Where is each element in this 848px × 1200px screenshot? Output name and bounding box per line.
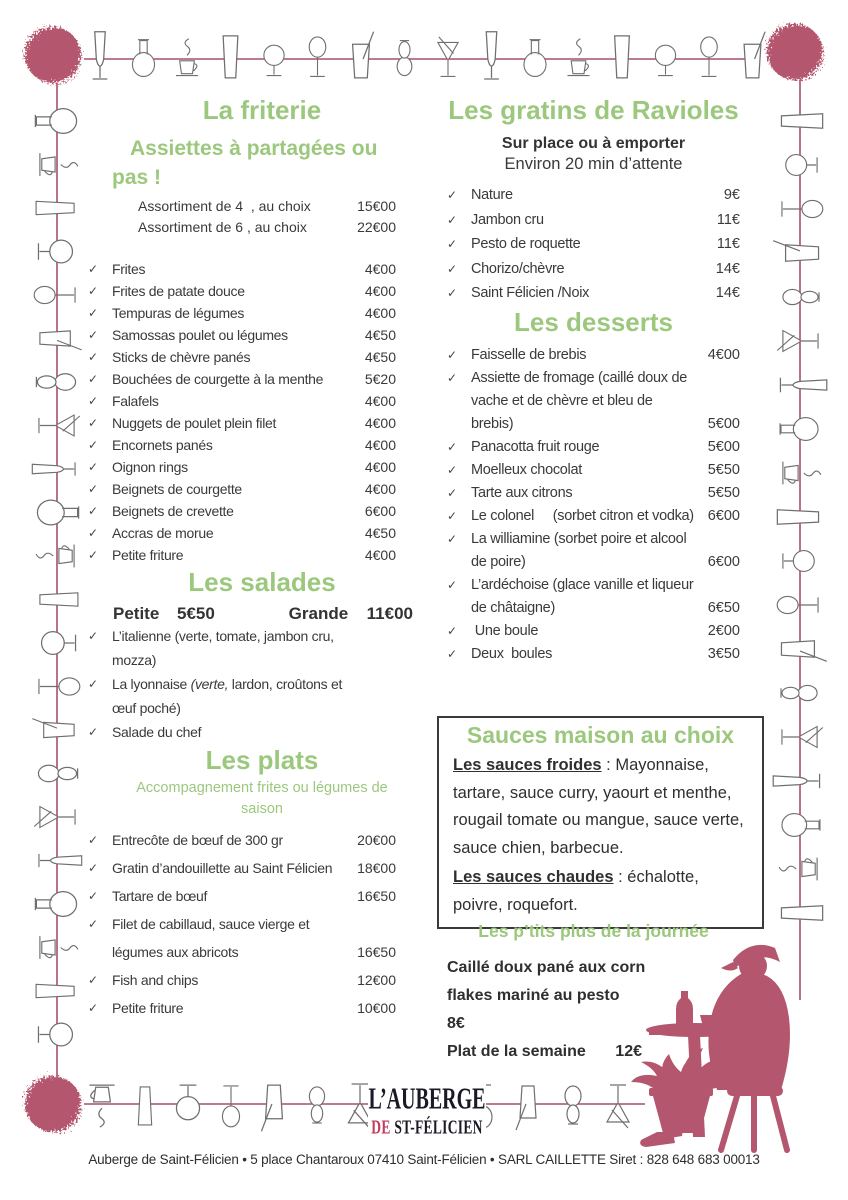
menu-item-row xyxy=(88,346,396,368)
menu-item-name: Falafels xyxy=(112,393,159,409)
logo-line2 xyxy=(368,1116,486,1139)
check-icon: ✓ xyxy=(88,889,99,903)
menu-item-row xyxy=(88,966,396,994)
menu-item-price: 2€00 xyxy=(707,622,740,639)
name-regular: La lyonnaise xyxy=(112,676,191,692)
friterie-subtitle: Assiettes à partagées ou pas ! xyxy=(112,137,378,189)
footer-address: Auberge de Saint-Félicien • 5 place Chantaroux 07410 Saint-Félicien • SARL CAILLETTE Siret : 828 648 683 00013 xyxy=(88,1152,760,1167)
menu-item-name: Jambon cru xyxy=(471,211,544,228)
special-dish: Caillé doux pané aux corn flakes mariné au pesto xyxy=(447,959,646,1004)
menu-item-name: Beignets de crevette xyxy=(112,503,234,519)
menu-item-name xyxy=(112,672,352,720)
menu-item-price: 4€50 xyxy=(364,327,396,343)
menu-item-row xyxy=(88,500,396,522)
right-column xyxy=(447,94,740,666)
check-icon: ✓ xyxy=(447,646,458,661)
menu-item-name: Frites de patate douce xyxy=(112,283,245,299)
plats-heading: Les plats xyxy=(205,745,319,775)
assortment-row xyxy=(138,196,396,217)
menu-item-row xyxy=(447,620,740,643)
check-icon: ✓ xyxy=(447,439,458,454)
menu-item-price: 6€50 xyxy=(707,599,740,616)
menu-item-row xyxy=(447,208,740,233)
menu-item-price: 11€ xyxy=(716,211,740,228)
menu-item-price: 4€00 xyxy=(364,283,396,299)
menu-item-price: 10€00 xyxy=(357,1000,396,1016)
hot-sauces-label: Les sauces chaudes xyxy=(453,868,614,886)
friterie-item-list xyxy=(88,258,396,566)
menu-item-row xyxy=(447,367,740,436)
check-icon: ✓ xyxy=(88,306,99,320)
check-icon: ✓ xyxy=(88,372,99,386)
corner-blob-top-right xyxy=(767,24,823,80)
menu-item-row xyxy=(447,183,740,208)
menu-item-price: 6€00 xyxy=(707,507,740,524)
assortment-label: Assortiment de 4 , au choix xyxy=(138,198,311,214)
menu-item-row xyxy=(88,544,396,566)
menu-item-price: 5€50 xyxy=(707,484,740,501)
menu-item-row xyxy=(447,257,740,282)
menu-item-price: 4€00 xyxy=(364,459,396,475)
check-icon: ✓ xyxy=(447,508,458,523)
salades-item-list xyxy=(88,624,396,744)
check-icon: ✓ xyxy=(447,261,458,276)
menu-item-price: 14€ xyxy=(715,260,740,277)
menu-item-row xyxy=(447,281,740,306)
assortment-label: Assortiment de 6 , au choix xyxy=(138,219,307,235)
menu-item-name: Deux boules xyxy=(471,645,553,662)
ptits-plus-heading: Les p’tits plus de la journée xyxy=(478,921,709,941)
check-icon: ✓ xyxy=(88,629,99,643)
check-icon: ✓ xyxy=(88,548,99,562)
check-icon: ✓ xyxy=(447,188,458,202)
menu-item-name: La williamine (sorbet poire et alcool de poire) xyxy=(471,530,687,570)
corner-blob-bottom-left xyxy=(25,1076,81,1132)
sauces-heading: Sauces maison au choix xyxy=(466,722,735,748)
check-icon: ✓ xyxy=(447,370,458,385)
plats-subtitle: Accompagnement frites ou légumes de saison xyxy=(136,780,388,817)
menu-item-name: Sticks de chèvre panés xyxy=(112,349,251,365)
check-icon: ✓ xyxy=(447,347,458,362)
check-icon: ✓ xyxy=(88,504,99,518)
menu-item-row xyxy=(447,528,740,574)
menu-item-price: 5€00 xyxy=(707,415,740,432)
menu-item-name: Gratin d’andouillette au Saint Félicien xyxy=(112,860,333,876)
check-icon: ✓ xyxy=(88,917,99,931)
ravioles-item-list xyxy=(447,183,740,306)
cold-sauces-paragraph xyxy=(453,752,748,862)
menu-item-row xyxy=(88,258,396,280)
check-icon: ✓ xyxy=(88,284,99,298)
menu-item-row xyxy=(88,478,396,500)
menu-item-name: Assiette de fromage (caillé doux de vache et de chèvre et bleu de brebis) xyxy=(471,369,687,432)
menu-item-price: 3€50 xyxy=(707,645,740,662)
menu-item-name: L’ardéchoise (glace vanille et liqueur de châtaigne) xyxy=(471,576,694,616)
menu-item-name: Le colonel (sorbet citron et vodka) xyxy=(471,507,694,524)
salades-heading: Les salades xyxy=(188,567,336,597)
check-icon: ✓ xyxy=(88,861,99,875)
menu-item-row xyxy=(88,324,396,346)
menu-item-price: 16€50 xyxy=(357,888,396,904)
menu-item-name: Tartare de bœuf xyxy=(112,888,208,904)
menu-item-row xyxy=(88,994,396,1022)
menu-item-row xyxy=(447,643,740,666)
check-icon: ✓ xyxy=(88,973,99,987)
check-icon: ✓ xyxy=(447,286,458,300)
menu-item-row xyxy=(88,390,396,412)
assortment-price: 22€00 xyxy=(357,219,396,235)
menu-item-name: Une boule xyxy=(471,622,539,639)
menu-item-row xyxy=(88,280,396,302)
menu-item-row xyxy=(447,344,740,367)
ravioles-heading: Les gratins de Ravioles xyxy=(448,95,739,125)
logo-rest: ST-FÉLICIEN xyxy=(394,1116,483,1138)
menu-item-price: 5€00 xyxy=(707,438,740,455)
check-icon: ✓ xyxy=(88,460,99,474)
check-icon: ✓ xyxy=(88,677,99,691)
check-icon: ✓ xyxy=(88,416,99,430)
menu-item-row xyxy=(88,672,396,720)
salade-large-label: Grande xyxy=(288,604,349,623)
menu-item-price: 11€ xyxy=(716,236,740,252)
menu-item-row xyxy=(447,505,740,528)
menu-item-price: 5€20 xyxy=(364,371,396,387)
logo-line1: L’AUBERGE xyxy=(368,1082,486,1117)
salade-large-price: 11€00 xyxy=(366,604,413,623)
sauces-box xyxy=(437,716,764,929)
check-icon: ✓ xyxy=(88,438,99,452)
name-rest: lardon, croûtons et œuf poché) xyxy=(112,676,343,716)
hot-sauces-paragraph xyxy=(453,864,748,919)
menu-item-name: Petite friture xyxy=(112,1000,184,1016)
menu-item-name xyxy=(112,720,352,744)
menu-item-price: 6€00 xyxy=(707,553,740,570)
menu-item-name: Fish and chips xyxy=(112,972,199,988)
name-regular: L’italienne (verte, tomate, jambon cru, mozza) xyxy=(112,628,334,668)
menu-item-row xyxy=(88,624,396,672)
friterie-heading: La friterie xyxy=(202,95,322,125)
menu-item-name: Nature xyxy=(471,187,513,203)
menu-item-name: Moelleux chocolat xyxy=(471,461,582,478)
left-column xyxy=(88,94,413,1022)
menu-item-row xyxy=(88,368,396,390)
menu-item-row xyxy=(88,826,396,854)
menu-item-price: 18€00 xyxy=(357,860,396,876)
logo-de: DE xyxy=(371,1116,391,1138)
menu-item-row xyxy=(88,910,396,966)
menu-item-name: Tarte aux citrons xyxy=(471,484,573,501)
desserts-heading: Les desserts xyxy=(514,306,673,337)
check-icon: ✓ xyxy=(447,623,458,638)
cold-sauces-text: : Mayonnaise, tartare, sauce curry, yaourt et menthe, rougail tomate ou mangue, sauce verte, sauce chien, barbecue. xyxy=(453,756,744,857)
menu-item-name: Entrecôte de bœuf de 300 gr xyxy=(112,832,283,848)
menu-item-price: 20€00 xyxy=(357,832,396,848)
menu-item-name: Oignon rings xyxy=(112,459,188,475)
menu-item-row xyxy=(88,434,396,456)
name-regular: Salade du chef xyxy=(112,724,202,740)
menu-item-row xyxy=(447,436,740,459)
menu-item-price: 12€00 xyxy=(357,972,396,988)
assortment-price: 15€00 xyxy=(357,198,396,214)
menu-item-row xyxy=(447,232,740,257)
menu-item-name: Samossas poulet ou légumes xyxy=(112,327,288,343)
menu-item-row xyxy=(447,482,740,505)
menu-item-name: Panacotta fruit rouge xyxy=(471,438,600,455)
weekly-dish-row xyxy=(447,1038,642,1066)
menu-item-name: Beignets de courgette xyxy=(112,481,242,497)
desserts-item-list xyxy=(447,344,740,666)
menu-item-name: Saint Félicien /Noix xyxy=(471,285,590,301)
salade-small-price: 5€50 xyxy=(177,604,215,623)
check-icon: ✓ xyxy=(447,531,458,546)
menu-item-row xyxy=(88,882,396,910)
ravioles-wait-note: Environ 20 min d’attente xyxy=(504,155,683,173)
special-dish-price: 8€ xyxy=(447,1015,465,1032)
menu-item-name: Bouchées de courgette à la menthe xyxy=(112,371,324,387)
menu-item-price: 14€ xyxy=(715,285,740,301)
restaurant-logo xyxy=(368,1080,486,1138)
plats-item-list xyxy=(88,826,396,1022)
check-icon: ✓ xyxy=(88,328,99,342)
menu-item-price: 9€ xyxy=(723,187,740,203)
check-icon: ✓ xyxy=(447,485,458,500)
ravioles-subtitle: Sur place ou à emporter xyxy=(501,135,686,152)
check-icon: ✓ xyxy=(88,482,99,496)
menu-item-row xyxy=(447,574,740,620)
check-icon: ✓ xyxy=(447,212,458,227)
menu-item-name: Nuggets de poulet plein filet xyxy=(112,415,277,431)
menu-item-name: Accras de morue xyxy=(112,525,214,541)
menu-item-row xyxy=(88,302,396,324)
check-icon: ✓ xyxy=(447,577,458,592)
corner-blob-top-left xyxy=(25,27,81,83)
menu-item-row xyxy=(88,522,396,544)
check-icon: ✓ xyxy=(88,262,99,276)
check-icon: ✓ xyxy=(447,462,458,477)
menu-item-price: 5€50 xyxy=(707,461,740,478)
menu-item-name xyxy=(112,624,352,672)
menu-item-name: Pesto de roquette xyxy=(471,236,581,252)
check-icon: ✓ xyxy=(88,1001,99,1015)
salade-small-label: Petite xyxy=(113,604,160,623)
check-icon: ✓ xyxy=(88,833,99,847)
menu-item-row xyxy=(447,459,740,482)
menu-item-price: 4€00 xyxy=(364,437,396,453)
menu-item-name: Petite friture xyxy=(112,547,184,563)
hot-sauces-text: : échalotte, poivre, roquefort. xyxy=(453,868,699,914)
check-icon: ✓ xyxy=(88,350,99,364)
menu-item-row xyxy=(88,412,396,434)
check-icon: ✓ xyxy=(88,725,99,739)
menu-item-price: 4€00 xyxy=(364,415,396,431)
ptits-plus-section xyxy=(447,918,740,1066)
menu-item-price: 4€00 xyxy=(364,481,396,497)
name-italic: (verte, xyxy=(190,676,229,692)
weekly-dish-label: Plat de la semaine xyxy=(447,1043,586,1060)
menu-item-name: Faisselle de brebis xyxy=(471,346,587,363)
menu-item-row xyxy=(88,720,396,744)
menu-item-price: 16€50 xyxy=(357,944,396,960)
menu-item-price: 4€00 xyxy=(364,305,396,321)
check-icon: ✓ xyxy=(88,394,99,408)
menu-item-price: 4€00 xyxy=(707,346,740,363)
check-icon: ✓ xyxy=(447,237,458,251)
menu-item-price: 4€50 xyxy=(364,525,396,541)
menu-item-price: 4€00 xyxy=(364,393,396,409)
menu-item-name: Tempuras de légumes xyxy=(112,305,245,321)
menu-item-row xyxy=(88,854,396,882)
cold-sauces-label: Les sauces froides xyxy=(453,756,602,774)
menu-item-name: Filet de cabillaud, sauce vierge et légumes aux abricots xyxy=(112,916,310,960)
weekly-dish-price: 12€ xyxy=(615,1043,642,1060)
menu-item-price: 6€00 xyxy=(364,503,396,519)
menu-item-price: 4€00 xyxy=(364,547,396,563)
menu-item-row xyxy=(88,456,396,478)
menu-item-name: Chorizo/chèvre xyxy=(471,260,565,277)
menu-item-name: Frites xyxy=(112,261,146,277)
assortment-row xyxy=(138,217,396,238)
menu-item-price: 4€00 xyxy=(364,261,396,277)
assortment-list xyxy=(138,196,396,238)
salades-size-line xyxy=(113,604,413,624)
menu-item-price: 4€50 xyxy=(364,349,396,365)
menu-item-name: Encornets panés xyxy=(112,437,213,453)
check-icon: ✓ xyxy=(88,526,99,540)
